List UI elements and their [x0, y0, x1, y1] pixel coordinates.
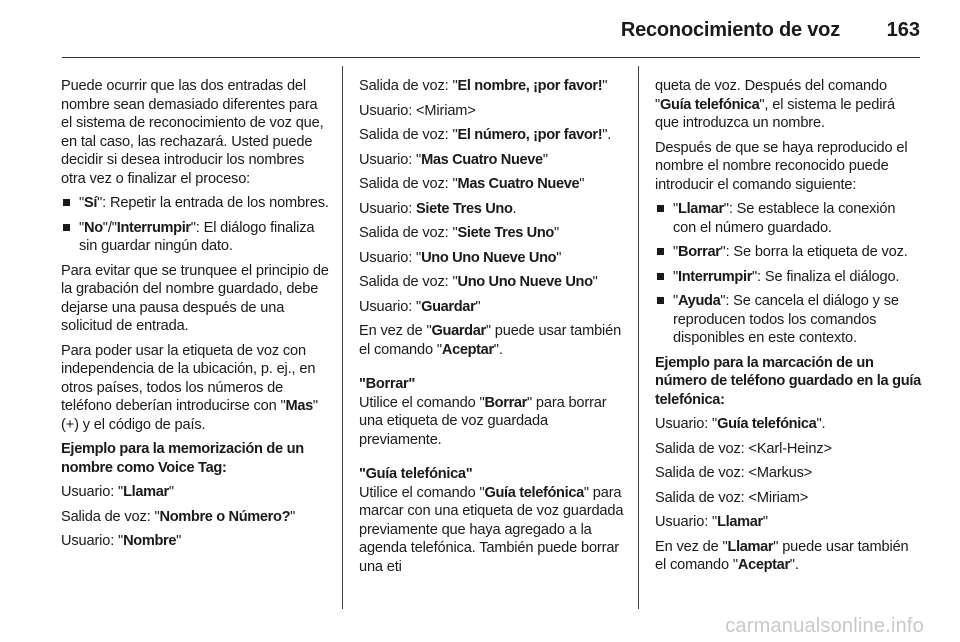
subsection-heading-borrar: "Borrar"	[359, 376, 416, 392]
dialog-line: Usuario: "Guardar"	[359, 298, 481, 315]
column-divider-1	[342, 66, 343, 609]
text-column-3	[655, 77, 921, 581]
command-keyword: Mas	[285, 398, 313, 414]
dialog-line: Salida de voz: <Miriam>	[655, 489, 809, 506]
dialog-line: Usuario: "Llamar"	[655, 514, 768, 530]
subsection-heading-guia: "Guía telefónica"	[359, 466, 473, 482]
list-item: "No"/"Interrumpir": El diálogo finaliza sin guardar ningún dato.	[61, 219, 329, 256]
dialog-line: Usuario: "Llamar"	[61, 484, 174, 500]
list-item: "Interrumpir": Se finaliza el diálogo.	[655, 268, 921, 287]
dialog-line: Usuario: "Uno Uno Nueve Uno"	[359, 249, 562, 266]
square-bullet-icon	[63, 199, 70, 206]
dialog-line: Usuario: Siete Tres Uno.	[359, 200, 517, 217]
paragraph: queta de voz. Después del comando "Guía telefónica", el sistema le pedirá que introduzca un nombre.	[655, 78, 895, 131]
paragraph: En vez de "Guardar" puede usar también el comando "Aceptar".	[359, 323, 622, 358]
paragraph: Después de que se haya reproducido el nombre el nombre reconocido puede introducir el comando siguiente:	[655, 139, 908, 193]
example-heading: Ejemplo para la marcación de un número de teléfono guardado en la guía telefónica:	[655, 354, 921, 408]
section-title: Reconocimiento de voz	[620, 19, 840, 41]
paragraph: Utilice el comando "Guía telefónica" para marcar con una etiqueta de voz guardada previamente que haya agregado a la agenda telefónica. También puede borrar una eti	[359, 484, 624, 575]
square-bullet-icon	[657, 248, 664, 255]
header-divider	[62, 57, 920, 58]
dialog-line: Salida de voz: "El nombre, ¡por favor!"	[359, 78, 608, 94]
square-bullet-icon	[657, 273, 664, 280]
dialog-line: Salida de voz: <Karl-Heinz>	[655, 440, 832, 457]
square-bullet-icon	[63, 224, 70, 231]
dialog-line: Salida de voz: "Uno Uno Nueve Uno"	[359, 274, 598, 290]
command-keyword: Interrumpir	[116, 219, 191, 236]
dialog-line: Usuario: "Mas Cuatro Nueve"	[359, 151, 548, 168]
dialog-line: Usuario: "Nombre"	[61, 533, 182, 549]
page-header	[0, 0, 960, 60]
text-column-1	[61, 77, 329, 557]
paragraph: Puede ocurrir que las dos entradas del nombre sean demasiado diferentes para el sistema de reconocimiento de voz que, en tal caso, las rechazará. Usted puede decidir si desea introducir los nombres otra vez o finalizar el proceso:	[61, 78, 324, 187]
dialog-line: Usuario: <Miriam>	[359, 102, 476, 119]
dialog-line: Usuario: "Guía telefónica".	[655, 416, 826, 432]
paragraph: Utilice el comando "Borrar" para borrar una etiqueta de voz guardada previamente.	[359, 394, 607, 448]
dialog-line: Salida de voz: "El número, ¡por favor!".	[359, 127, 612, 143]
command-keyword: Sí	[84, 195, 98, 211]
paragraph: Para poder usar la etiqueta de voz con independencia de la ubicación, p. ej., en otros países, todos los números de teléfono deberían introducirse con "Mas" (+) y el código de país.	[61, 342, 318, 433]
dialog-line: Salida de voz: "Mas Cuatro Nueve"	[359, 176, 585, 192]
list-item: "Llamar": Se establece la conexión con el número guardado.	[655, 200, 921, 237]
paragraph: Para evitar que se trunquee el principio de la grabación del nombre guardado, debe dejarse una pausa después de una solicitud de entrada.	[61, 262, 329, 334]
square-bullet-icon	[657, 205, 664, 212]
watermark: carmanualsonline.info	[725, 615, 924, 637]
dialog-line: Salida de voz: "Siete Tres Uno"	[359, 225, 560, 241]
paragraph: En vez de "Llamar" puede usar también el comando "Aceptar".	[655, 538, 909, 573]
list-item: "Sí": Repetir la entrada de los nombres.	[61, 194, 329, 213]
command-keyword: No	[84, 219, 103, 236]
list-item: "Borrar": Se borra la etiqueta de voz.	[655, 243, 921, 262]
column-divider-2	[638, 66, 639, 609]
example-heading: Ejemplo para la memorización de un nombre como Voice Tag:	[61, 441, 304, 476]
square-bullet-icon	[657, 297, 664, 304]
page-number: 163	[886, 19, 920, 41]
dialog-line: Salida de voz: "Nombre o Número?"	[61, 508, 296, 525]
dialog-line: Salida de voz: <Markus>	[655, 465, 813, 481]
text-column-2	[359, 77, 627, 582]
list-item: "Ayuda": Se cancela el diálogo y se reproducen todos los comandos disponibles en este contexto.	[655, 292, 921, 348]
